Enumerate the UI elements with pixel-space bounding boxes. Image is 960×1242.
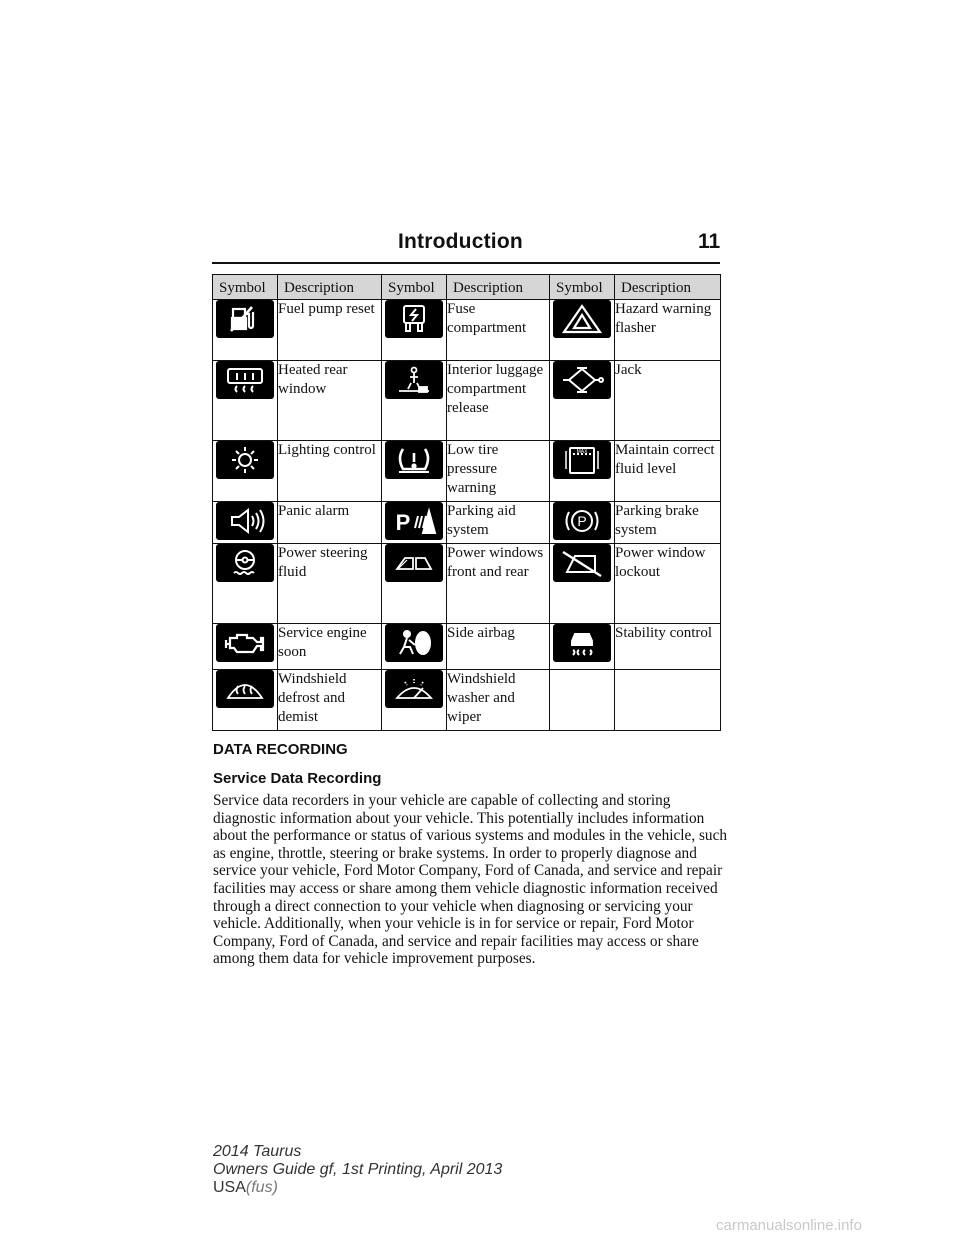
symbol-description: Lighting control xyxy=(278,441,382,502)
body-paragraph: Service data recorders in your vehicle are capable of collecting and storing diagnostic information about your vehicle. This potentially includes information about the performance or status of various systems and modules in the vehicle, such as engine, throttle, steering or brake systems. In order to properly diagnose and service your vehicle, Ford Motor Company, Ford of Canada, and service and repair facilities may access or share among them vehicle diagnostic information received through a direct connection to your vehicle when diagnosing or servicing your vehicle. Additionally, when your vehicle is in for service or repair, Ford Motor Company, Ford of Canada, and service and repair facilities may access or share among them data for vehicle improvement purposes. xyxy=(213,792,728,968)
column-header: Description xyxy=(278,275,382,300)
section-title: DATA RECORDING xyxy=(213,741,348,758)
footer-region-code: (fus) xyxy=(245,1179,278,1196)
windshield-washer-icon xyxy=(385,670,443,708)
symbol-description: Heated rear window xyxy=(278,361,382,441)
column-header: Symbol xyxy=(382,275,447,300)
luggage-release-icon xyxy=(385,361,443,399)
footer-model: 2014 Taurus xyxy=(213,1143,302,1160)
service-engine-icon xyxy=(216,624,274,662)
table-row xyxy=(213,670,721,731)
footer-region: USA xyxy=(213,1179,246,1196)
symbol-description: Service engine soon xyxy=(278,624,382,670)
subsection-title: Service Data Recording xyxy=(213,770,382,787)
column-header: Symbol xyxy=(213,275,278,300)
windshield-defrost-icon xyxy=(216,670,274,708)
symbol-description: Jack xyxy=(615,361,721,441)
panic-alarm-icon xyxy=(216,502,274,540)
stability-control-icon xyxy=(553,624,611,662)
parking-brake-icon xyxy=(553,502,611,540)
page-number: 11 xyxy=(698,230,721,253)
power-windows-icon xyxy=(385,544,443,582)
symbol-description: Low tire pressure warning xyxy=(447,441,550,502)
heated-rear-window-icon xyxy=(216,361,274,399)
fuse-icon xyxy=(385,300,443,338)
symbol-description: Panic alarm xyxy=(278,502,382,544)
symbol-description: Parking aid system xyxy=(447,502,550,544)
column-header: Description xyxy=(615,275,721,300)
symbol-description: Parking brake system xyxy=(615,502,721,544)
power-steering-icon xyxy=(216,544,274,582)
table-row xyxy=(213,441,721,502)
fluid-level-icon-text: MAX xyxy=(576,449,588,455)
table-row xyxy=(213,544,721,624)
hazard-icon xyxy=(553,300,611,338)
parking-brake-icon-text: P xyxy=(577,513,587,529)
window-lockout-icon xyxy=(553,544,611,582)
symbol-description: Stability control xyxy=(615,624,721,670)
symbol-description xyxy=(615,670,721,731)
empty-symbol-cell xyxy=(550,670,615,731)
symbol-description: Side airbag xyxy=(447,624,550,670)
side-airbag-icon xyxy=(385,624,443,662)
column-header: Symbol xyxy=(550,275,615,300)
symbol-description: Fuse compartment xyxy=(447,300,550,361)
fuel-pump-reset-icon xyxy=(216,300,274,338)
footer-region-line xyxy=(213,1179,502,1197)
parking-aid-icon-text: P xyxy=(395,510,411,535)
symbol-description: Power steering fluid xyxy=(278,544,382,624)
lighting-control-icon xyxy=(216,441,274,479)
symbol-description: Maintain correct fluid level xyxy=(615,441,721,502)
symbol-table xyxy=(212,274,721,731)
low-tire-pressure-icon xyxy=(385,441,443,479)
parking-aid-icon xyxy=(385,502,443,540)
symbol-description: Power windows front and rear xyxy=(447,544,550,624)
symbol-description: Fuel pump reset xyxy=(278,300,382,361)
table-row xyxy=(213,624,721,670)
table-row xyxy=(213,361,721,441)
watermark: carmanualsonline.info xyxy=(716,1217,862,1234)
header-divider xyxy=(212,262,720,264)
jack-icon xyxy=(553,361,611,399)
column-header: Description xyxy=(447,275,550,300)
symbol-description: Power window lockout xyxy=(615,544,721,624)
symbol-description: Hazard warning flasher xyxy=(615,300,721,361)
symbol-description: Windshield defrost and demist xyxy=(278,670,382,731)
page-title: Introduction xyxy=(398,230,523,253)
footer-edition: Owners Guide gf, 1st Printing, April 2013 xyxy=(213,1161,503,1178)
table-header-row xyxy=(213,275,721,300)
symbol-description: Windshield washer and wiper xyxy=(447,670,550,731)
table-row xyxy=(213,300,721,361)
fluid-level-icon xyxy=(553,441,611,479)
symbol-description: Interior luggage compartment release xyxy=(447,361,550,441)
table-row xyxy=(213,502,721,544)
page-footer xyxy=(213,1143,502,1197)
